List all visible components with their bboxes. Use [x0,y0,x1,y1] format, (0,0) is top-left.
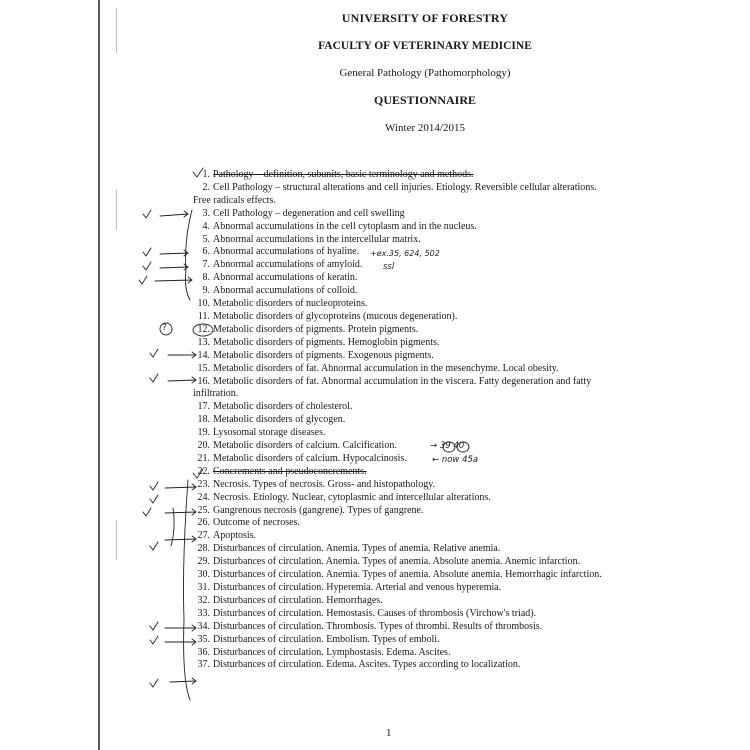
question-number: 4. [202,220,210,232]
question-text: Disturbances of circulation. Edema. Ascites. Types according to localization. [213,659,521,671]
question-number: 9. [202,285,210,297]
question-text: Necrosis. Types of necrosis. Gross- and histopathology. [213,478,436,490]
question-text: Pathology – definition, subunits, basic terminology and methods. [213,169,474,180]
question-text: Disturbances of circulation. Lymphostasis. Edema. Ascites. [213,646,451,658]
question-number: 23. [197,478,210,490]
question-text: Lysosomal storage diseases. [213,427,326,439]
question-number: 21. [197,452,210,464]
question-text: Disturbances of circulation. Hemostasis. Causes of thrombosis (Virchow's triad). [213,607,537,619]
checkmark-icon [193,168,203,177]
question-number: 19. [197,427,210,439]
arrow-icon [160,250,188,256]
question-number: 16. [197,375,210,387]
checkmark-icon [143,262,151,270]
checkmark-icon [193,469,203,478]
arrow-icon [170,678,196,684]
handwritten-note-calcium: → 39 40 [430,441,465,451]
question-text: Metabolic disorders of pigments. Hemoglobin pigments. [213,336,440,348]
question-number: 15. [197,362,210,374]
checkmark-icon [143,508,151,516]
checkmark-icon [150,349,158,357]
arrow-icon [165,509,196,515]
question-number: 3. [202,207,210,219]
circle-mark [443,442,455,452]
question-text: Concrements and pseudoconcrements. [213,465,367,477]
question-number: 10. [197,298,210,310]
question-text: Metabolic disorders of glycogen. [213,414,346,426]
subject-title: General Pathology (Pathomorphology) [339,67,511,79]
question-number: 35. [197,633,210,645]
question-number: 7. [202,259,210,271]
question-number: 13. [197,336,210,348]
arrow-icon [160,211,188,217]
circle-mark [160,323,172,335]
arrow-icon [160,264,188,270]
question-text: Metabolic disorders of cholesterol. [213,401,353,413]
checkmark-icon [150,495,158,503]
question-text: Abnormal accumulations of keratin. [213,272,358,284]
checkmark-icon [150,679,158,687]
question-number: 14. [197,349,210,361]
arrow-icon [168,377,196,383]
question-text: Disturbances of circulation. Thrombosis. Types of thrombi. Results of thrombosis. [213,620,543,632]
question-number: 29. [197,556,210,568]
question-number: 36. [197,646,210,658]
question-text: Metabolic disorders of fat. Abnormal accumulation in the mesenchyme. Local obesity. [213,362,559,374]
question-text: Metabolic disorders of fat. Abnormal accumulation in the viscera. Fatty degeneration and fatty infiltration. [193,375,592,400]
question-text: Disturbances of circulation. Anemia. Types of anemia. Absolute anemia. Hemorrhagic infarction. [213,569,602,581]
question-number: 20. [197,440,210,452]
question-number: 12. [197,323,210,335]
question-number: 26. [197,517,210,529]
question-text: Gangrenous necrosis (gangrene). Types of gangrene. [213,504,424,516]
circle-mark [457,442,469,452]
arrow-icon [168,352,196,358]
question-text: Abnormal accumulations of hyaline. [213,246,360,258]
question-text: Disturbances of circulation. Anemia. Types of anemia. Relative anemia. [213,543,501,555]
checkmark-icon [150,622,158,630]
arrow-icon [165,484,196,490]
checkmark-icon [150,374,158,382]
checkmark-icon [150,482,158,490]
arrow-icon [165,639,196,645]
semester-label: Winter 2014/2015 [385,122,465,134]
checkmark-icon [143,210,151,218]
question-text: Apoptosis. [213,530,257,542]
question-text: Metabolic disorders of calcium. Hypocalcinosis. [213,452,407,464]
question-text: Abnormal accumulations in the cell cytoplasm and in the nucleus. [213,220,477,232]
question-number: 25. [197,504,210,516]
pen-strokes [139,168,469,700]
question-text: Disturbances of circulation. Anemia. Types of anemia. Absolute anemia. Anemic infarction. [213,556,581,568]
question-number: 34. [197,620,210,632]
checkmark-icon [150,542,158,550]
question-text: Disturbances of circulation. Hyperemia. Arterial and venous hyperemia. [213,582,502,593]
question-text: Cell Pathology – structural alterations and cell injuries. Etiology. Reversible cellular alterations. Free radicals effects. [193,181,597,206]
question-text: Cell Pathology – degeneration and cell swelling [213,207,405,219]
document-type: QUESTIONNAIRE [373,93,477,107]
arrow-icon [165,625,196,631]
question-text: Abnormal accumulations of colloid. [213,285,358,297]
question-number: 28. [197,543,210,555]
question-number: 11. [197,310,210,322]
arrow-icon [165,536,196,542]
question-text: Metabolic disorders of calcium. Calcification. [213,440,397,452]
question-number: 6. [202,246,210,258]
question-number: 2. [202,181,210,193]
handwritten-note-hypocalcinosis: ← now 45a [432,455,479,465]
question-number: 22. [197,465,210,477]
question-text: Metabolic disorders of glycoproteins (mucous degeneration). [213,310,458,322]
question-text: Metabolic disorders of nucleoproteins. [213,298,368,310]
checkmark-icon [139,276,147,284]
checkmark-icon [150,636,158,644]
checkmark-icon [143,248,151,256]
handwritten-note-hyaline: +ex.35, 624, 502 [370,249,440,258]
handwritten-circled-question: ? [162,323,167,333]
circle-mark [193,324,213,336]
question-text: Metabolic disorders of pigments. Exogenous pigments. [213,349,434,361]
university-title: UNIVERSITY OF FORESTRY [341,11,509,25]
page-number: 1 [386,727,392,739]
question-text: Abnormal accumulations of amyloid. [213,259,363,271]
question-number: 18. [197,414,210,426]
question-number: 8. [202,272,210,284]
question-number: 5. [202,233,210,245]
question-text: Disturbances of circulation. Embolism. Types of emboli. [213,633,440,645]
question-number: 27. [197,530,210,542]
bracket-mark [186,210,193,300]
question-number: 37. [197,659,210,671]
margin-handwriting-mark [171,508,174,546]
question-text: Disturbances of circulation. Hemorrhages. [213,594,383,606]
question-text: Abnormal accumulations in the intercellular matrix. [213,233,421,245]
question-number: 17. [197,401,210,413]
question-number: 33. [197,607,210,619]
arrow-icon [155,277,192,283]
question-text: Outcome of necroses. [213,517,300,529]
question-number: 32. [197,594,210,606]
question-number: 31. [197,582,210,593]
question-number: 30. [197,569,210,581]
question-text: Necrosis. Etiology. Nuclear, cytoplasmic and intercellular alterations. [213,491,491,503]
question-text: Metabolic disorders of pigments. Protein pigments. [213,323,419,335]
bracket-mark [184,480,191,700]
question-number: 1. [202,169,210,180]
faculty-title: FACULTY OF VETERINARY MEDICINE [318,40,532,52]
question-number: 24. [197,491,210,503]
handwritten-note-amyloid: ssl [383,262,395,272]
